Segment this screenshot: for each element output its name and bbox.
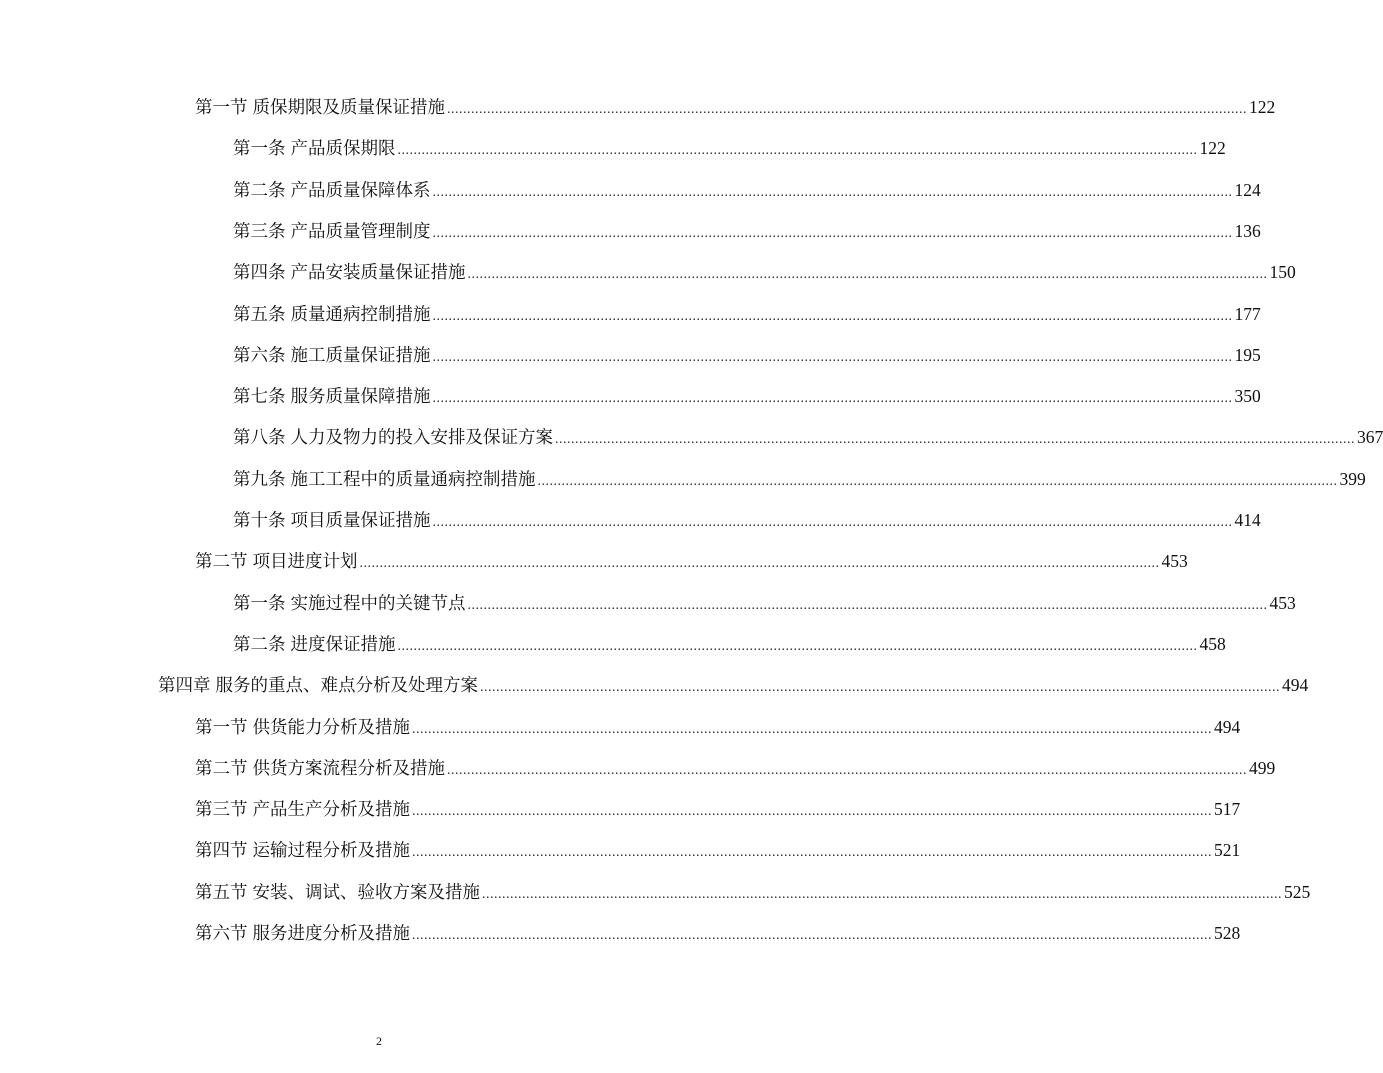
toc-entry-text: 供货方案流程分析及措施 [252, 758, 445, 779]
toc-entry[interactable] [195, 92, 1276, 122]
toc-dot-leader: ........................................................................................................................................................................................................ [467, 267, 1268, 283]
toc-entry-number: 第一条 [233, 593, 286, 614]
toc-entry-title [195, 713, 410, 743]
toc-entry[interactable] [233, 257, 1296, 287]
toc-entry-text: 进度保证措施 [290, 634, 396, 655]
toc-entry-number: 第一节 [195, 98, 248, 118]
toc-entry[interactable] [195, 794, 1241, 824]
toc-entry-title [195, 754, 445, 784]
toc-entry-text: 项目进度计划 [252, 552, 358, 573]
toc-entry-number: 第四节 [195, 841, 248, 862]
toc-entry-text: 质保期限及质量保证措施 [252, 98, 445, 118]
toc-entry-page: 136 [1234, 220, 1261, 241]
toc-entry-text: 人力及物力的投入安排及保证方案 [290, 428, 553, 449]
toc-entry-number: 第六条 [233, 345, 286, 366]
toc-entry[interactable] [158, 670, 1309, 700]
toc-entry[interactable] [233, 505, 1261, 535]
toc-entry[interactable] [233, 175, 1261, 205]
toc-dot-leader: ........................................................................................................................................................................................................ [397, 638, 1198, 654]
toc-entry-title [233, 630, 396, 660]
toc-dot-leader: ........................................................................................................................................................................................................ [432, 308, 1233, 324]
toc-entry-text: 安装、调试、验收方案及措施 [252, 882, 480, 903]
toc-entry-text: 施工工程中的质量通病控制措施 [290, 469, 536, 490]
toc-entry-text: 施工质量保证措施 [290, 345, 431, 366]
toc-entry-page: 177 [1234, 303, 1261, 324]
toc-entry[interactable] [195, 546, 1188, 576]
toc-entry-number: 第九条 [233, 469, 286, 490]
toc-dot-leader: ........................................................................................................................................................................................................ [447, 102, 1247, 117]
toc-entry-number: 第一节 [195, 717, 248, 738]
toc-entry-title [233, 176, 431, 206]
toc-entry-number: 第五节 [195, 882, 248, 903]
toc-entry-number: 第四条 [233, 263, 286, 284]
toc-entry-text: 质量通病控制措施 [290, 304, 431, 325]
toc-entry-title [233, 134, 396, 164]
toc-entry[interactable] [195, 753, 1276, 783]
toc-entry-page: 350 [1234, 386, 1261, 407]
toc-entry-title [233, 506, 431, 536]
toc-entry[interactable] [195, 712, 1241, 742]
toc-dot-leader: ........................................................................................................................................................................................................ [432, 225, 1233, 241]
toc-dot-leader: ........................................................................................................................................................................................................ [480, 680, 1280, 696]
toc-entry-title [233, 258, 466, 288]
toc-entry-page: 499 [1249, 757, 1276, 778]
toc-entry-page: 150 [1269, 262, 1296, 283]
toc-entry-number: 第二节 [195, 758, 248, 779]
toc-dot-leader: ........................................................................................................................................................................................................ [432, 391, 1233, 407]
toc-entry-text: 供货能力分析及措施 [252, 717, 410, 738]
toc-entry-page: 414 [1234, 510, 1261, 530]
toc-entry-number: 第六节 [195, 924, 248, 944]
toc-dot-leader: ........................................................................................................................................................................................................ [412, 804, 1212, 820]
toc-entry-text: 产品生产分析及措施 [252, 800, 410, 821]
toc-entry-page: 458 [1199, 633, 1226, 654]
toc-entry-title [233, 465, 536, 495]
toc-entry-title [195, 795, 410, 825]
toc-entry-title [158, 671, 478, 701]
toc-entry[interactable] [233, 629, 1226, 659]
toc-entry-text: 实施过程中的关键节点 [290, 593, 466, 614]
toc-entry-title [233, 382, 431, 412]
toc-entry-page: 122 [1199, 138, 1226, 159]
toc-entry-title [233, 423, 553, 453]
toc-entry-page: 525 [1284, 881, 1311, 902]
toc-dot-leader: ........................................................................................................................................................................................................ [447, 762, 1247, 778]
toc-entry-number: 第八条 [233, 428, 286, 449]
toc-entry-number: 第五条 [233, 304, 286, 325]
toc-entry-page: 195 [1234, 344, 1261, 365]
toc-entry[interactable] [233, 340, 1261, 370]
toc-entry-page: 124 [1234, 179, 1261, 200]
toc-entry[interactable] [233, 588, 1296, 618]
toc-entry-page: 521 [1214, 840, 1241, 861]
toc-entry-number: 第七条 [233, 387, 286, 408]
toc-dot-leader: ........................................................................................................................................................................................................ [432, 349, 1233, 365]
toc-entry[interactable] [195, 877, 1311, 907]
toc-entry-number: 第三节 [195, 800, 248, 821]
toc-entry-page: 494 [1214, 716, 1241, 737]
toc-entry[interactable] [233, 464, 1366, 494]
toc-entry-number: 第二条 [233, 634, 286, 655]
toc-entry[interactable] [195, 918, 1241, 948]
toc-entry[interactable] [233, 422, 1383, 452]
toc-entry-text: 服务质量保障措施 [290, 387, 431, 408]
toc-entry-title [195, 878, 480, 908]
toc-entry-title [233, 217, 431, 247]
toc-entry-page: 122 [1249, 97, 1276, 117]
toc-entry-number: 第二节 [195, 552, 248, 573]
toc-dot-leader: ........................................................................................................................................................................................................ [397, 143, 1198, 159]
toc-dot-leader: ........................................................................................................................................................................................................ [555, 432, 1355, 448]
toc-entry[interactable] [195, 835, 1241, 865]
toc-entry-page: 367 [1357, 427, 1383, 448]
toc-entry[interactable] [233, 133, 1226, 163]
toc-entry-page: 494 [1282, 675, 1309, 696]
toc-entry-title [195, 547, 358, 577]
toc-entry-text: 运输过程分析及措施 [252, 841, 410, 862]
toc-entry-title [195, 919, 410, 949]
toc-dot-leader: ........................................................................................................................................................................................................ [467, 597, 1268, 613]
toc-entry-page: 528 [1214, 923, 1241, 943]
toc-entry-number: 第二条 [233, 180, 286, 201]
toc-dot-leader: ........................................................................................................................................................................................................ [412, 928, 1212, 943]
toc-entry[interactable] [233, 216, 1261, 246]
toc-entry-title [233, 341, 431, 371]
toc-entry-page: 517 [1214, 799, 1241, 820]
toc-entry-number: 第一条 [233, 139, 286, 160]
toc-entry-text: 产品质量管理制度 [290, 221, 431, 242]
toc-entry-text: 服务进度分析及措施 [252, 924, 410, 944]
toc-entry-title [195, 836, 410, 866]
toc-entry-number: 第四章 [158, 676, 211, 697]
toc-entry-text: 产品质保期限 [290, 139, 396, 160]
toc-dot-leader: ........................................................................................................................................................................................................ [432, 515, 1233, 530]
toc-dot-leader: ........................................................................................................................................................................................................ [537, 473, 1338, 489]
toc-entry-title [233, 589, 466, 619]
toc-entry-page: 453 [1269, 592, 1296, 613]
toc-entry-title [233, 300, 431, 330]
toc-dot-leader: ........................................................................................................................................................................................................ [359, 556, 1160, 572]
toc-entry-number: 第十条 [233, 511, 286, 531]
toc-dot-leader: ........................................................................................................................................................................................................ [432, 184, 1233, 200]
toc-entry[interactable] [233, 381, 1261, 411]
toc-entry-text: 服务的重点、难点分析及处理方案 [215, 676, 478, 697]
toc-dot-leader: ........................................................................................................................................................................................................ [482, 886, 1282, 902]
toc-dot-leader: ........................................................................................................................................................................................................ [412, 845, 1212, 861]
toc-entry-number: 第三条 [233, 221, 286, 242]
toc-entry-page: 453 [1161, 551, 1188, 572]
toc-entry-title [195, 93, 445, 123]
page-number: 2 [376, 1034, 382, 1048]
toc-entry[interactable] [233, 299, 1261, 329]
toc-entry-text: 产品安装质量保证措施 [290, 263, 466, 284]
toc-entry-page: 399 [1339, 468, 1366, 489]
toc-entry-text: 产品质量保障体系 [290, 180, 431, 201]
toc-dot-leader: ........................................................................................................................................................................................................ [412, 721, 1212, 737]
toc-entry-text: 项目质量保证措施 [290, 511, 431, 531]
